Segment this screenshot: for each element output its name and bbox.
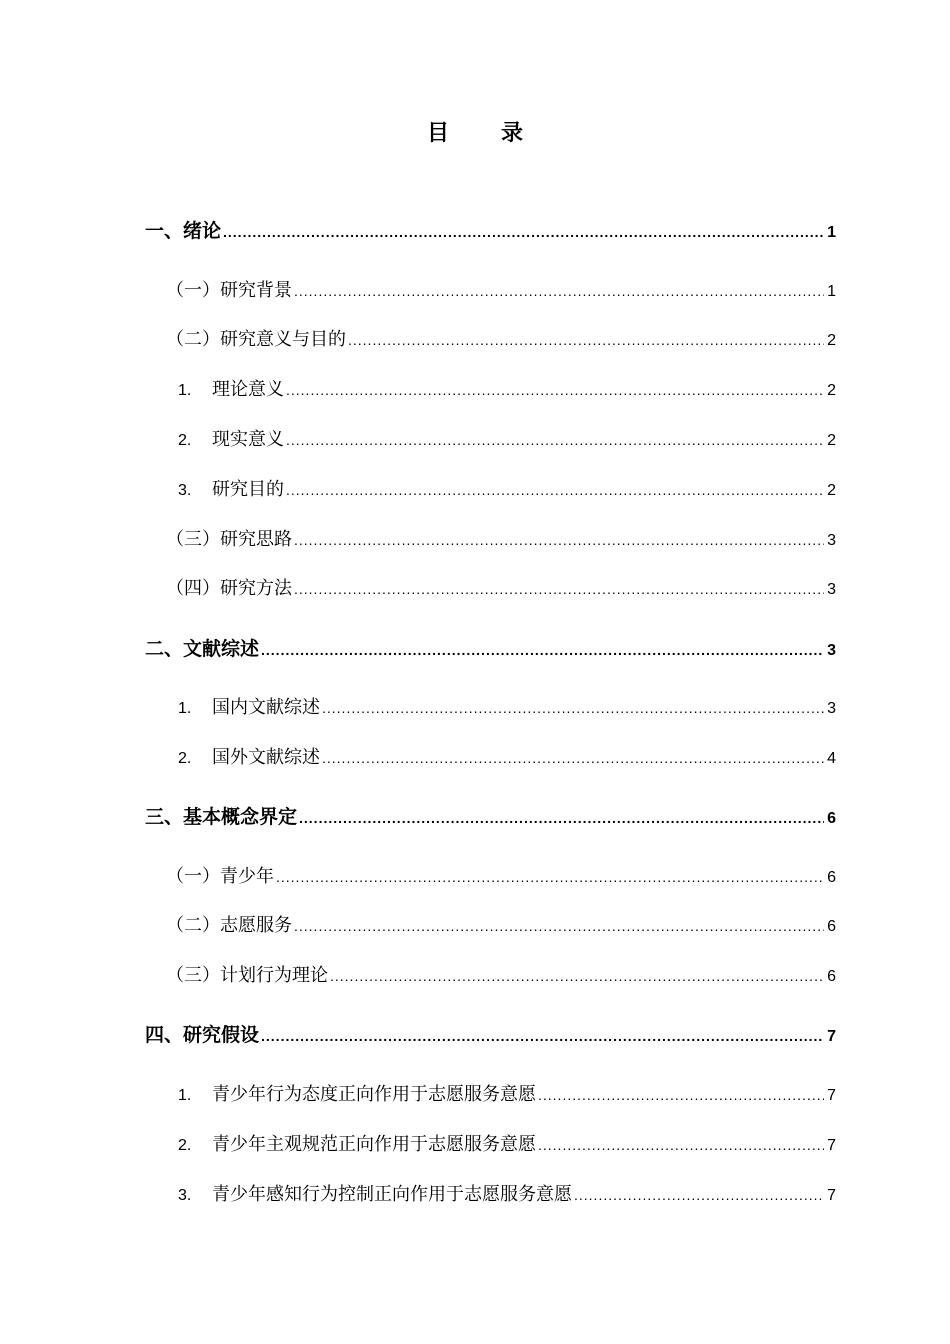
toc-entry-page-number: 7: [827, 1087, 836, 1104]
toc-entry-label: 二、文献综述: [145, 638, 260, 660]
toc-entry-number: 1.: [178, 382, 192, 399]
toc-entry-number: 1.: [178, 700, 192, 717]
toc-entry-page-number: 3: [827, 642, 836, 659]
toc-entry-number: 3.: [178, 482, 192, 499]
toc-entry-label: 四、研究假设: [145, 1024, 260, 1046]
toc-entry-page-number: 2: [827, 432, 836, 449]
toc-dot-leader: [276, 869, 824, 885]
toc-entry-label: （四）研究方法: [166, 578, 292, 599]
toc-entry[interactable]: [0, 1130, 950, 1158]
toc-entry[interactable]: [0, 574, 950, 602]
toc-entry-page-number: 1: [827, 283, 836, 300]
toc-dot-leader: [294, 581, 824, 597]
toc-dot-leader: [348, 332, 824, 348]
toc-entry[interactable]: [0, 911, 950, 939]
toc-entry-page-number: 3: [827, 532, 836, 549]
toc-entry-label: 国内文献综述: [212, 697, 320, 718]
toc-entry[interactable]: [0, 425, 950, 453]
toc-entry[interactable]: [0, 525, 950, 553]
toc-entry-label: 理论意义: [212, 379, 284, 400]
toc-entry-label: （一）研究背景: [166, 280, 292, 301]
toc-entry-page-number: 7: [827, 1028, 836, 1045]
toc-entry-page-number: 6: [827, 968, 836, 985]
toc-entry-label: 研究目的: [212, 479, 284, 500]
toc-entry-number: 2.: [178, 432, 192, 449]
toc-entry-page-number: 2: [827, 332, 836, 349]
toc-entry-label: （三）研究思路: [166, 529, 292, 550]
toc-entry-label: 三、基本概念界定: [145, 806, 298, 828]
toc-dot-leader: [294, 918, 824, 934]
toc-dot-leader: [286, 432, 824, 448]
toc-dot-leader: [261, 642, 824, 658]
toc-entry[interactable]: [0, 693, 950, 721]
toc-entry-page-number: 7: [827, 1187, 836, 1204]
toc-entry-page-number: 6: [827, 918, 836, 935]
toc-dot-leader: [223, 224, 824, 240]
toc-entry[interactable]: [0, 862, 950, 890]
toc-dot-leader: [286, 382, 824, 398]
toc-dot-leader: [294, 532, 824, 548]
toc-entry-label: （二）研究意义与目的: [166, 329, 346, 350]
toc-entry-number: 1.: [178, 1087, 192, 1104]
toc-entry-label: 青少年行为态度正向作用于志愿服务意愿: [212, 1084, 536, 1105]
toc-dot-leader: [322, 700, 824, 716]
toc-dot-leader: [294, 283, 824, 299]
toc-entry-page-number: 7: [827, 1137, 836, 1154]
toc-dot-leader: [574, 1187, 824, 1203]
toc-entry[interactable]: [0, 375, 950, 403]
toc-entry[interactable]: [0, 1180, 950, 1208]
toc-entry[interactable]: [0, 475, 950, 503]
toc-entry-number: 3.: [178, 1187, 192, 1204]
toc-entry-label: 国外文献综述: [212, 747, 320, 768]
toc-entry-page-number: 3: [827, 581, 836, 598]
toc-entry[interactable]: [0, 325, 950, 353]
toc-entry[interactable]: [0, 1020, 950, 1048]
toc-entry-label: 青少年感知行为控制正向作用于志愿服务意愿: [212, 1184, 572, 1205]
toc-entry-page-number: 3: [827, 700, 836, 717]
toc-entry-number: 2.: [178, 1137, 192, 1154]
toc-entry[interactable]: [0, 216, 950, 244]
toc-entry-label: 青少年主观规范正向作用于志愿服务意愿: [212, 1134, 536, 1155]
toc-dot-leader: [322, 750, 824, 766]
toc-entry-page-number: 4: [827, 750, 836, 767]
toc-dot-leader: [330, 968, 824, 984]
toc-title-char: 目: [426, 121, 449, 146]
toc-dot-leader: [261, 1028, 824, 1044]
toc-entry[interactable]: [0, 1080, 950, 1108]
toc-title-char: 录: [501, 121, 524, 146]
toc-entry-page-number: 1: [827, 224, 836, 241]
toc-entry-label: （三）计划行为理论: [166, 965, 328, 986]
toc-entry[interactable]: [0, 743, 950, 771]
toc-dot-leader: [538, 1137, 824, 1153]
toc-entry-page-number: 2: [827, 482, 836, 499]
toc-entry-label: （一）青少年: [166, 866, 274, 887]
toc-entry-label: 现实意义: [212, 429, 284, 450]
toc-entry[interactable]: [0, 802, 950, 830]
toc-entry[interactable]: [0, 634, 950, 662]
toc-dot-leader: [299, 810, 824, 826]
toc-dot-leader: [286, 482, 824, 498]
toc-entry-page-number: 2: [827, 382, 836, 399]
toc-entry[interactable]: [0, 961, 950, 989]
toc-entry-number: 2.: [178, 750, 192, 767]
toc-entry-label: （二）志愿服务: [166, 915, 292, 936]
toc-entry[interactable]: [0, 276, 950, 304]
toc-entry-label: 一、绪论: [145, 220, 222, 242]
toc-entry-page-number: 6: [827, 810, 836, 827]
toc-dot-leader: [538, 1087, 824, 1103]
toc-entry-page-number: 6: [827, 869, 836, 886]
